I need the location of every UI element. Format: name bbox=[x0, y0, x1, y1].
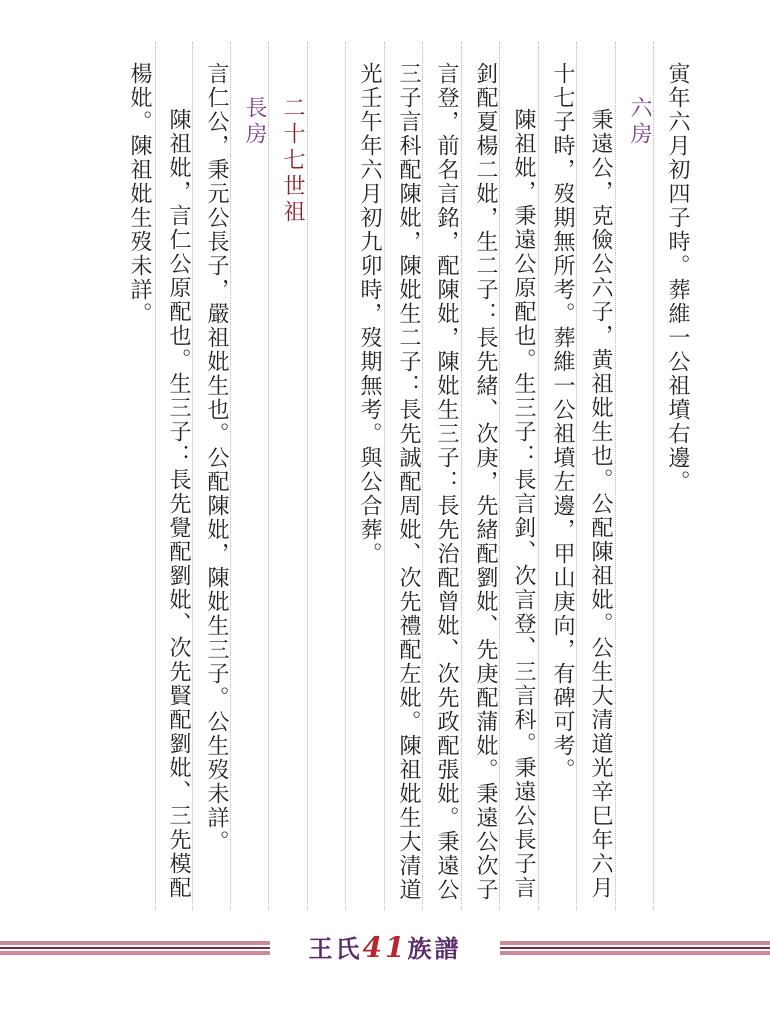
column-rule bbox=[653, 42, 654, 910]
branch-heading: 長房 bbox=[242, 96, 267, 148]
text-column: 寅年六月初四子時。葬維一公祖墳右邊。 bbox=[665, 62, 690, 494]
text-column: 言登，前名言銘，配陳妣，陳妣生三子：長先治配曾妣、次先政配張妣。秉遠公 bbox=[434, 62, 459, 902]
text-column: 言仁公，秉元公長子，嚴祖妣生也。公配陳妣，陳妣生三子。公生歿未詳。 bbox=[204, 62, 229, 854]
generation-heading: 二十七世祖 bbox=[280, 96, 305, 226]
column-rule bbox=[345, 42, 346, 910]
text-column: 陳祖妣，言仁公原配也。生三子：長先覺配劉妣、次先賢配劉妣、三先模配 bbox=[166, 108, 191, 900]
text-column: 十七子時，歿期無所考。葬維一公祖墳左邊，甲山庚向，有碑可考。 bbox=[550, 62, 575, 782]
footer-title-prefix: 王氏 bbox=[308, 934, 363, 963]
text-column: 光壬午年六月初九卯時，歿期無考。與公合葬。 bbox=[357, 62, 382, 566]
footer-title-number: 41 bbox=[362, 931, 408, 964]
text-column: 陳祖妣，秉遠公原配也。生三子：長言釗、次言登、三言科。秉遠公長子言 bbox=[511, 108, 536, 900]
footer-title bbox=[270, 929, 500, 969]
column-rule bbox=[268, 42, 269, 910]
branch-heading: 六房 bbox=[627, 96, 652, 148]
text-column: 三子言科配陳妣，陳妣生二子：長先誠配周妣、次先禮配左妣。陳祖妣生大清道 bbox=[396, 62, 421, 902]
page-footer bbox=[0, 931, 770, 965]
footer-title-suffix: 族譜 bbox=[407, 934, 462, 963]
text-column: 秉遠公，克儉公六子，黄祖妣生也。公配陳祖妣。公生大清道光辛巳年六月 bbox=[588, 108, 613, 900]
text-column: 楊妣。陳祖妣生歿未詳。 bbox=[127, 62, 152, 326]
text-column: 釗配夏楊二妣，生二子：長先緒、次庚，先緒配劉妣、先庚配蒲妣。秉遠公次子 bbox=[473, 62, 498, 902]
